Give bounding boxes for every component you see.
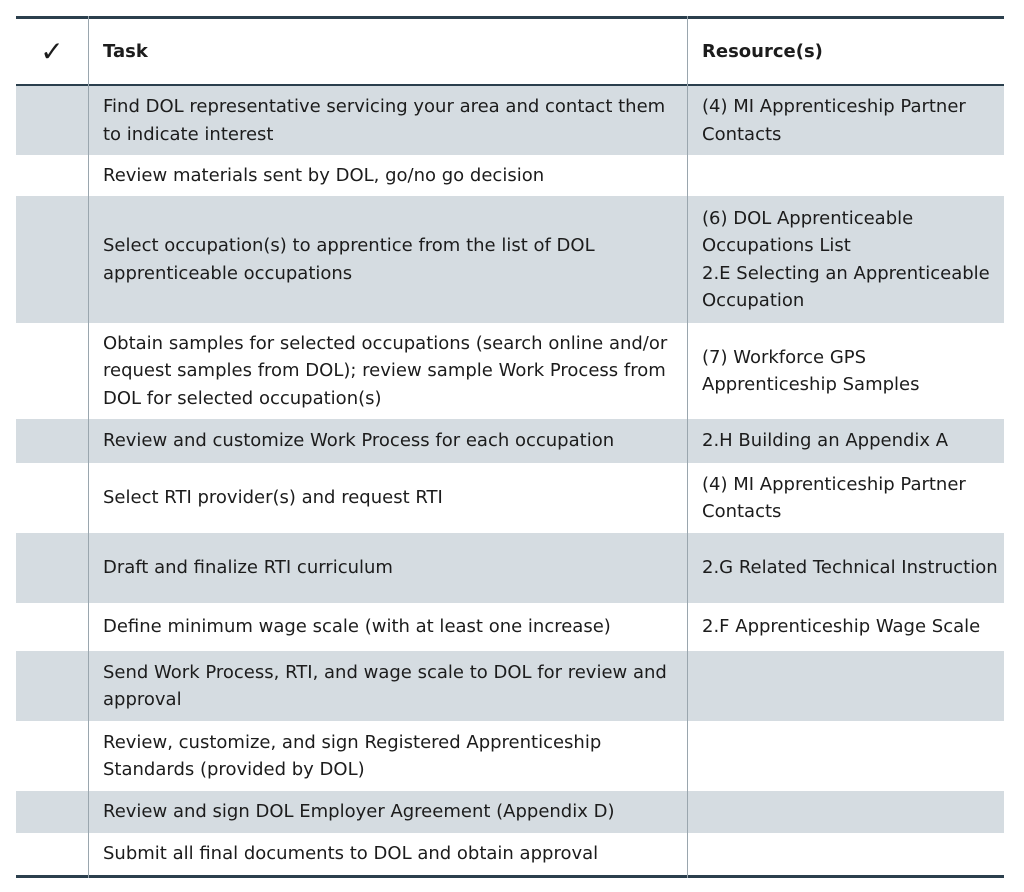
check-cell[interactable] <box>16 651 88 721</box>
column-divider <box>687 16 688 878</box>
task-cell <box>103 463 683 533</box>
table-row <box>16 533 1004 603</box>
task-text: Review and sign DOL Employer Agreement (Appendix D) <box>103 801 615 823</box>
check-cell[interactable] <box>16 419 88 463</box>
task-cell <box>103 651 683 721</box>
resource-text: 2.H Building an Appendix A <box>702 430 949 452</box>
resource-cell <box>702 323 1002 419</box>
table-header-row <box>16 19 1004 84</box>
table-row <box>16 419 1004 463</box>
table-row <box>16 463 1004 533</box>
header-task-label: Task <box>103 40 148 62</box>
check-cell[interactable] <box>16 533 88 603</box>
table-row <box>16 155 1004 196</box>
resource-cell <box>702 603 1002 651</box>
task-cell <box>103 721 683 791</box>
check-cell[interactable] <box>16 155 88 196</box>
task-text: Select RTI provider(s) and request RTI <box>103 487 443 509</box>
check-cell[interactable] <box>16 791 88 833</box>
resource-cell <box>702 419 1002 463</box>
task-text: Review, customize, and sign Registered Apprenticeship Standards (provided by DOL) <box>103 731 602 780</box>
task-cell <box>103 86 683 155</box>
task-cell <box>103 833 683 875</box>
resource-cell <box>702 721 1002 791</box>
check-cell[interactable] <box>16 721 88 791</box>
header-resource-cell <box>702 19 1002 84</box>
resource-cell <box>702 833 1002 875</box>
checkmark-icon: ✓ <box>40 34 64 68</box>
table-row <box>16 196 1004 323</box>
check-cell[interactable] <box>16 86 88 155</box>
resource-text: 2.F Apprenticeship Wage Scale <box>702 616 981 638</box>
check-cell[interactable] <box>16 463 88 533</box>
task-text: Review and customize Work Process for each occupation <box>103 430 615 452</box>
task-cell <box>103 323 683 419</box>
task-text: Send Work Process, RTI, and wage scale to DOL for review and approval <box>103 661 667 710</box>
task-cell <box>103 419 683 463</box>
task-text: Select occupation(s) to apprentice from the list of DOL apprenticeable occupations <box>103 235 595 284</box>
task-text: Draft and finalize RTI curriculum <box>103 557 393 579</box>
resource-text: (6) DOL Apprenticeable Occupations List <box>702 207 914 256</box>
task-cell <box>103 603 683 651</box>
table-row <box>16 791 1004 833</box>
header-resource-label: Resource(s) <box>702 40 823 62</box>
resource-cell <box>702 155 1002 196</box>
resource-text: 2.E Selecting an Apprenticeable Occupation <box>702 262 990 311</box>
check-cell[interactable] <box>16 196 88 323</box>
resource-text: (4) MI Apprenticeship Partner Contacts <box>702 473 966 522</box>
column-divider <box>88 16 89 878</box>
task-text: Find DOL representative servicing your area and contact them to indicate interest <box>103 96 666 145</box>
checklist-table <box>16 16 1004 878</box>
table-row <box>16 323 1004 419</box>
resource-cell <box>702 86 1002 155</box>
resource-cell <box>702 196 1002 323</box>
header-check-cell <box>16 19 88 84</box>
resource-cell <box>702 463 1002 533</box>
table-row <box>16 721 1004 791</box>
table-row <box>16 833 1004 875</box>
table-bottom-border <box>16 875 1004 878</box>
resource-cell <box>702 791 1002 833</box>
header-task-cell <box>103 19 683 84</box>
resource-text: 2.G Related Technical Instruction <box>702 557 998 579</box>
table-row <box>16 86 1004 155</box>
check-cell[interactable] <box>16 833 88 875</box>
resource-cell <box>702 533 1002 603</box>
resource-text: (7) Workforce GPS Apprenticeship Samples <box>702 346 920 395</box>
task-cell <box>103 155 683 196</box>
task-cell <box>103 533 683 603</box>
table-row <box>16 651 1004 721</box>
check-cell[interactable] <box>16 323 88 419</box>
resource-text: (4) MI Apprenticeship Partner Contacts <box>702 96 966 145</box>
task-text: Obtain samples for selected occupations (search online and/or request samples from DOL); review sample Work Process from DOL for selected occupation(s) <box>103 332 668 409</box>
resource-cell <box>702 651 1002 721</box>
task-cell <box>103 791 683 833</box>
task-text: Review materials sent by DOL, go/no go decision <box>103 164 545 186</box>
task-text: Define minimum wage scale (with at least one increase) <box>103 616 611 638</box>
task-cell <box>103 196 683 323</box>
task-text: Submit all final documents to DOL and obtain approval <box>103 843 599 865</box>
check-cell[interactable] <box>16 603 88 651</box>
table-row <box>16 603 1004 651</box>
